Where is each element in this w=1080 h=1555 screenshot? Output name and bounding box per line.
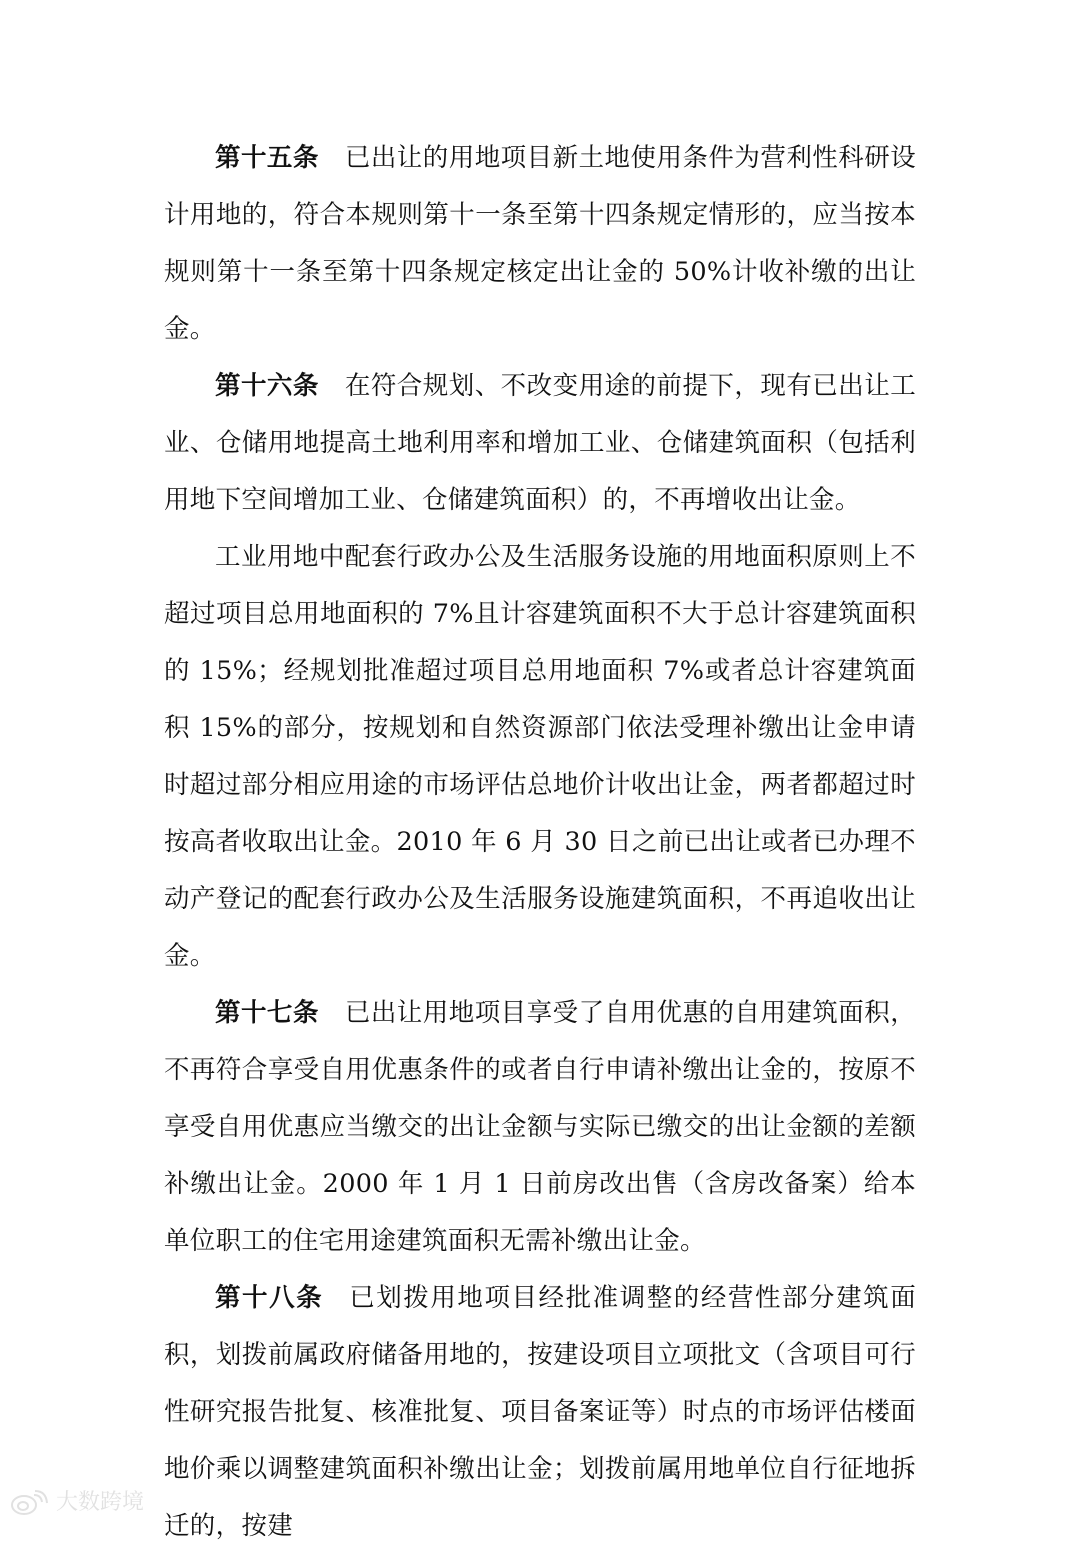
article-number: 第十六条 xyxy=(215,371,319,401)
article-16-paragraph xyxy=(164,358,916,529)
article-18-paragraph xyxy=(164,1270,916,1555)
article-text: 已出让用地项目享受了自用优惠的自用建筑面积，不再符合享受自用优惠条件的或者自行申请补缴出让金的，按原不享受自用优惠应当缴交的出让金额与实际已缴交的出让金额的差额补缴出让金。2000 年 1 月 1 日前房改出售（含房改备案）给本单位职工的住宅用途建筑面积无需补缴出让金。 xyxy=(164,998,916,1256)
weibo-logo-icon xyxy=(10,1490,50,1516)
article-16-continuation-paragraph xyxy=(164,529,916,985)
watermark-text: 大数跨境 xyxy=(56,1490,145,1515)
article-text: 已划拨用地项目经批准调整的经营性部分建筑面积，划拨前属政府储备用地的，按建设项目立项批文（含项目可行性研究报告批复、核准批复、项目备案证等）时点的市场评估楼面地价乘以调整建筑面积补缴出让金；划拨前属用地单位自行征地拆迁的，按建 xyxy=(164,1283,916,1541)
document-body xyxy=(164,130,916,1555)
article-text: 已出让的用地项目新土地使用条件为营利性科研设计用地的，符合本规则第十一条至第十四条规定情形的，应当按本规则第十一条至第十四条规定核定出让金的 50%计收补缴的出让金。 xyxy=(164,143,916,344)
article-number: 第十五条 xyxy=(215,143,319,173)
article-15-paragraph xyxy=(164,130,916,358)
article-text: 工业用地中配套行政办公及生活服务设施的用地面积原则上不超过项目总用地面积的 7%且计容建筑面积不大于总计容建筑面积的 15%；经规划批准超过项目总用地面积 7%或者总计容建筑面积 15%的部分，按规划和自然资源部门依法受理补缴出让金申请时超过部分相应用途的市场评估总地价计收出让金，两者都超过时按高者收取出让金。2010 年 6 月 30 日之前已出让或者已办理不动产登记的配套行政办公及生活服务设施建筑面积，不再追收出让金。 xyxy=(164,542,916,971)
article-17-paragraph xyxy=(164,985,916,1270)
article-number: 第十七条 xyxy=(215,998,319,1028)
watermark xyxy=(10,1490,144,1516)
article-number: 第十八条 xyxy=(215,1283,324,1313)
article-text: 在符合规划、不改变用途的前提下，现有已出让工业、仓储用地提高土地利用率和增加工业、仓储建筑面积（包括利用地下空间增加工业、仓储建筑面积）的，不再增收出让金。 xyxy=(164,371,916,515)
